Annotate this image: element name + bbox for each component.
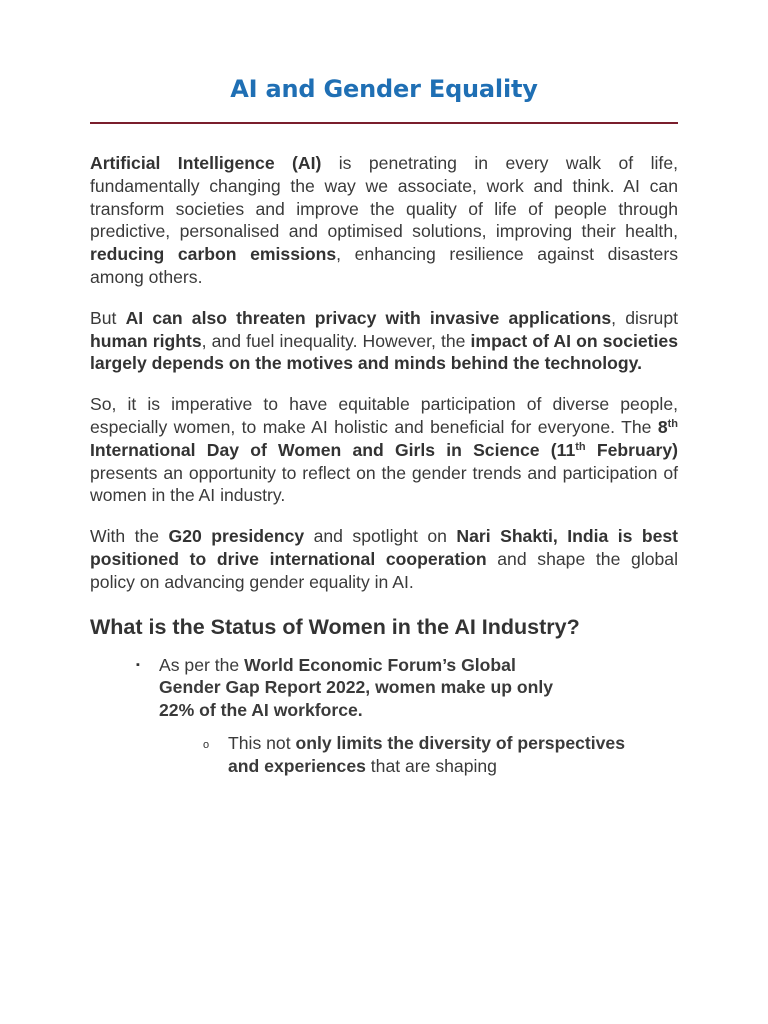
body-text: , enhancing resilience against disasters among others. (90, 244, 678, 287)
body-text: So, it is imperative to have equitable participation of diverse people, especially women, to make AI holistic and beneficial for everyone. The (90, 394, 678, 437)
bullet-list (90, 654, 678, 778)
intro-paragraph (90, 152, 678, 289)
document-page (90, 0, 678, 778)
bold-text: Nari Shakti, India is best positioned to drive international cooperation (90, 526, 679, 569)
superscript: th (575, 440, 586, 453)
body-text: that are shaping (365, 755, 497, 776)
bold-text: 8 (657, 416, 668, 437)
body-text: is penetrating in every walk of life, fundamentally changing the way we associate, work and think. AI can transform societies and improve the quality of life of people through predictive, personalised and optimised solutions, improving their health, (90, 153, 678, 242)
body-text: With the (90, 526, 169, 547)
square-bullet-icon: ▪ (136, 658, 140, 671)
section-heading: What is the Status of Women in the AI Industry? (90, 614, 580, 639)
superscript: th (667, 417, 678, 430)
bold-text: human rights (90, 330, 202, 351)
bold-text: G20 presidency (168, 526, 305, 547)
body-text: , and fuel inequality. However, the (201, 330, 471, 351)
participation-paragraph (90, 393, 678, 507)
body-text: But (90, 307, 126, 328)
circle-bullet-icon: o (203, 738, 210, 751)
bold-text: AI can also threaten privacy with invasive applications (125, 307, 612, 328)
title-divider (90, 122, 678, 124)
sub-bullet-list (159, 732, 625, 778)
g20-paragraph (90, 525, 678, 593)
body-text: presents an opportunity to reflect on the gender trends and participation of women in the AI industry. (90, 462, 678, 506)
list-item (90, 654, 625, 778)
bold-text: only limits the diversity of perspectives and experiences (228, 732, 625, 776)
bold-text: reducing carbon emissions (90, 244, 337, 265)
bold-text: World Economic Forum’s Global Gender Gap Report 2022, women make up only 22% of the AI workforce. (159, 654, 554, 721)
body-text: As per the (159, 654, 245, 675)
body-text: and shape the global policy on advancing gender equality in AI. (90, 548, 678, 592)
risk-paragraph (90, 307, 678, 375)
bold-text: International Day of Women and Girls in Science (11 (90, 439, 576, 460)
sub-list-item (159, 732, 648, 778)
bold-text: February) (585, 439, 678, 460)
bold-text: Artificial Intelligence (AI) (90, 153, 322, 173)
bold-text: impact of AI on societies largely depends on the motives and minds behind the technology. (90, 330, 678, 374)
document-title: AI and Gender Equality (230, 75, 538, 103)
body-text: and spotlight on (304, 526, 457, 547)
body-text: This not (228, 732, 296, 753)
body-text: , disrupt (611, 307, 678, 328)
